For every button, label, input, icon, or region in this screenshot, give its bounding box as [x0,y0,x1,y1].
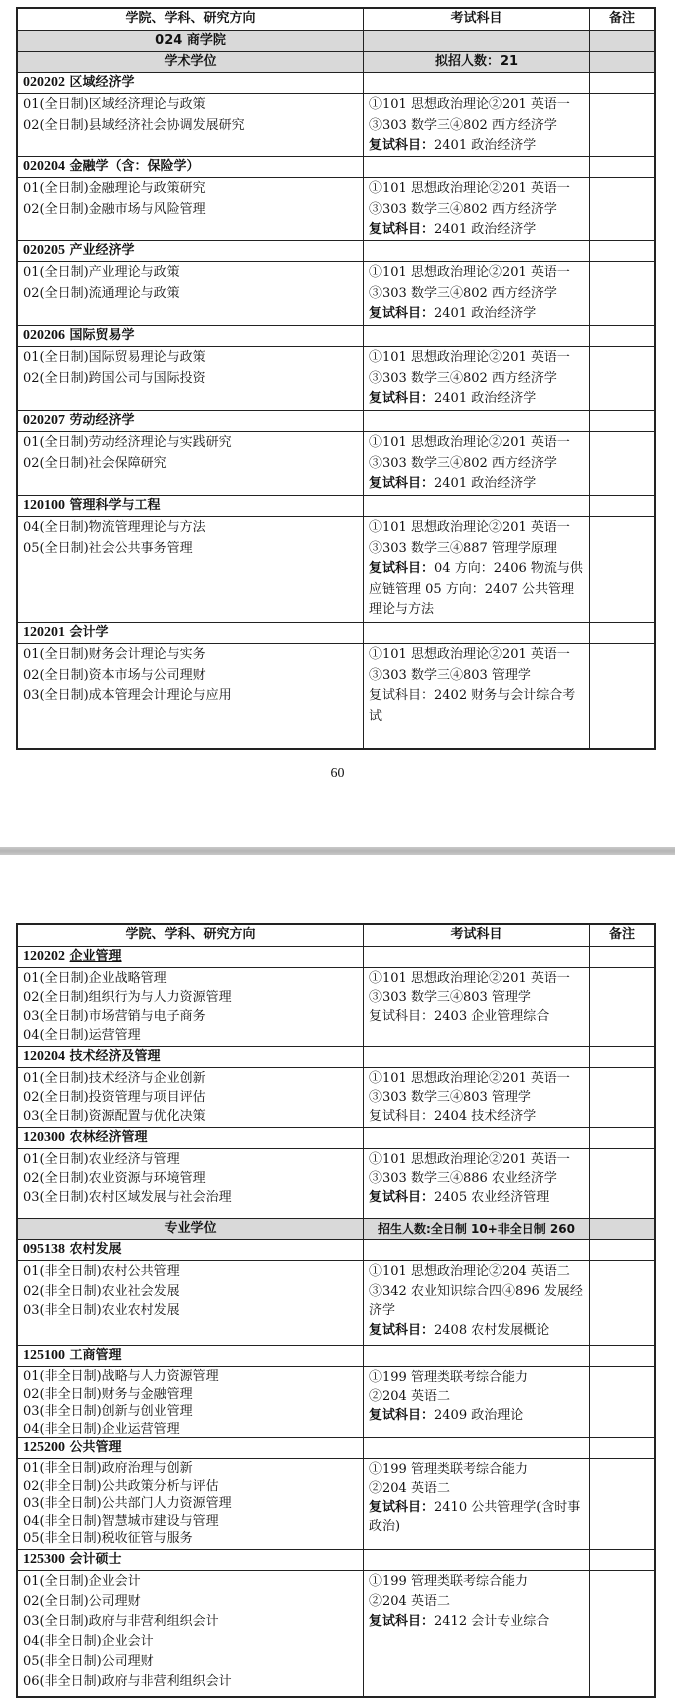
retest-line [369,304,584,325]
subject-name: 金融学（含：保险学） [69,159,200,174]
direction-item: 04(非全日制)智慧城市建设与管理 [23,1513,219,1529]
subject-detail-row [18,346,654,410]
school-row [18,30,654,51]
direction-item: 03(全日制)政府与非营利组织会计 [23,1614,219,1629]
direction-item: 05(非全日制)公司理财 [23,1654,154,1669]
direction-item: 03(非全日制)农业农村发展 [23,1303,180,1318]
directions-list [18,1459,364,1549]
direction-item: 01(全日制)企业会计 [23,1574,141,1589]
subject-code: 120100 [23,498,65,513]
header-col-direction: 学院、学科、研究方向 [18,9,364,30]
remarks-cell [590,1571,654,1696]
directions-list [18,1367,364,1437]
exam-subjects [364,262,590,325]
direction-item: 02(非全日制)公共政策分析与评估 [23,1478,219,1494]
retest-value: 2409 政治理论 [434,1408,524,1423]
directions-list [18,178,364,240]
exam-line: ③303 数学三④887 管理学原理 [369,540,557,556]
retest-line [369,686,584,727]
subject-row [18,1239,654,1260]
remarks-cell [590,517,654,622]
direction-item: 01(全日制)企业战略管理 [23,971,167,986]
exam-line: ③303 数学三④803 管理学 [369,667,531,683]
subject-row [18,72,654,93]
subject-row [18,1549,654,1570]
admissions-table-page-1 [16,7,656,750]
exam-line: ①101 思想政治理论②201 英语一 [369,265,570,280]
subject-row [18,1046,654,1067]
direction-item: 03(非全日制)创新与创业管理 [23,1404,193,1419]
subject-detail-row [18,1067,654,1127]
page-1 [0,0,675,847]
retest-label: 复试科目： [369,306,435,321]
exam-subjects [364,644,590,748]
retest-value: 2401 政治经济学 [434,138,537,153]
page-2 [0,855,675,1702]
retest-value: 2401 政治经济学 [434,306,537,321]
subject-row [18,240,654,261]
retest-label: 复试科目： [369,222,435,237]
exam-subjects [364,347,590,410]
subject-row [18,1437,654,1458]
subject-name: 企业管理 [69,949,122,964]
retest-line [369,1107,584,1126]
subject-code: 020206 [23,328,65,343]
subject-code: 125100 [23,1348,65,1363]
direction-item: 04(全日制)物流管理理论与方法 [23,520,206,535]
direction-item: 02(全日制)流通理论与政策 [23,285,180,301]
remarks-cell [590,1149,654,1218]
exam-subjects [364,432,590,495]
direction-item: 01(全日制)区域经济理论与政策 [23,97,206,112]
subject-row [18,156,654,177]
retest-label: 复试科目： [369,1614,435,1629]
subject-name: 管理科学与工程 [69,498,161,513]
exam-subjects [364,178,590,240]
retest-line [369,220,584,241]
directions-list [18,94,364,156]
remarks-cell [590,968,654,1046]
subject-row [18,622,654,643]
direction-item: 02(全日制)公司理财 [23,1594,141,1609]
exam-subjects [364,1261,590,1345]
direction-item: 02(全日制)组织行为与人力资源管理 [23,990,232,1005]
retest-line [369,389,584,410]
subject-name: 农村发展 [69,1242,122,1257]
retest-label: 复试科目： [369,138,435,153]
directions-list [18,1571,364,1696]
retest-line [369,1498,584,1536]
direction-item: 01(全日制)金融理论与政策研究 [23,181,206,196]
direction-item: 02(全日制)跨国公司与国际投资 [23,370,206,386]
retest-line [369,1007,584,1026]
subject-name: 区域经济学 [69,75,135,90]
subject-detail-row [18,643,654,748]
remarks-cell [590,347,654,410]
retest-label: 复试科目： [369,1109,435,1124]
direction-item: 03(全日制)资源配置与优化决策 [23,1109,206,1124]
professional-degree-row [18,1218,654,1239]
exam-subjects [364,94,590,156]
table-header-row [18,9,654,30]
subject-detail-row [18,516,654,622]
subject-name: 会计学 [69,625,109,640]
exam-line: ③303 数学三④802 西方经济学 [369,285,557,301]
exam-line: ③303 数学三④802 西方经济学 [369,117,557,133]
exam-line: ③303 数学三④803 管理学 [369,1090,531,1105]
direction-item: 02(全日制)县域经济社会协调发展研究 [23,117,245,133]
exam-line: ①101 思想政治理论②204 英语二 [369,1264,570,1279]
subject-detail-row [18,93,654,156]
retest-label: 复试科目： [369,1500,435,1515]
exam-subjects [364,1459,590,1549]
direction-item: 01(非全日制)战略与人力资源管理 [23,1369,219,1384]
exam-line: ①101 思想政治理论②201 英语一 [369,181,570,196]
exam-line: ①101 思想政治理论②201 英语一 [369,435,570,450]
directions-list [18,644,364,748]
subject-name: 产业经济学 [69,243,135,258]
direction-item: 01(全日制)国际贸易理论与政策 [23,350,206,365]
exam-subjects [364,1571,590,1696]
subject-row [18,495,654,516]
academic-quota: 拟招人数：21 [364,52,590,72]
exam-subjects [364,1367,590,1437]
direction-item: 02(全日制)社会保障研究 [23,455,167,471]
exam-line: ②204 英语二 [369,1389,450,1404]
subject-code: 120202 [23,949,65,964]
retest-value: 2404 技术经济学 [434,1109,537,1124]
retest-label: 复试科目： [369,561,435,576]
retest-line [369,136,584,157]
subject-code: 020207 [23,413,65,428]
exam-line: ①101 思想政治理论②201 英语一 [369,97,570,112]
retest-label: 复试科目： [369,391,435,406]
exam-subjects [364,517,590,622]
retest-label: 复试科目： [369,1408,435,1423]
direction-item: 01(非全日制)政府治理与创新 [23,1461,193,1476]
retest-line [369,474,584,495]
school-name: 024 商学院 [18,31,364,51]
exam-line: ②204 英语二 [369,1481,450,1496]
retest-line [369,1321,584,1341]
exam-line: ①199 管理类联考综合能力 [369,1462,528,1477]
direction-item: 02(全日制)金融市场与风险管理 [23,201,206,217]
header-col-remarks: 备注 [608,927,635,942]
subject-name: 国际贸易学 [69,328,135,343]
subject-detail-row [18,1366,654,1437]
remarks-cell [590,644,654,748]
direction-item: 03(全日制)市场营销与电子商务 [23,1009,206,1024]
retest-value: 2408 农村发展概论 [434,1322,550,1338]
subject-code: 095138 [23,1242,65,1257]
retest-value: 2410 公共管理学(含时事政治) [369,1500,581,1534]
retest-line [369,559,584,621]
remarks-cell [590,262,654,325]
direction-item: 03(全日制)农村区域发展与社会治理 [23,1190,232,1205]
exam-subjects [364,1149,590,1218]
subject-row [18,325,654,346]
professional-degree-label: 专业学位 [18,1219,364,1239]
table-header-row [18,925,654,946]
subject-detail-row [18,261,654,325]
remarks-cell [590,178,654,240]
retest-label: 复试科目： [369,476,435,491]
subject-detail-row [18,1570,654,1696]
direction-item: 01(全日制)产业理论与政策 [23,265,180,280]
direction-item: 03(非全日制)公共部门人力资源管理 [23,1496,232,1511]
direction-item: 06(非全日制)政府与非营利组织会计 [23,1674,232,1689]
academic-degree-row [18,51,654,72]
header-col-remarks: 备注 [608,11,635,26]
exam-line: ①199 管理类联考综合能力 [369,1370,528,1385]
remarks-cell [590,94,654,156]
remarks-cell [590,1367,654,1437]
directions-list [18,517,364,622]
subject-code: 125200 [23,1440,65,1455]
exam-line: ③303 数学三④802 西方经济学 [369,370,557,386]
retest-line [369,1188,584,1207]
subject-name: 工商管理 [69,1348,122,1363]
retest-label: 复试科目： [369,1190,435,1205]
retest-value: 04 方向：2406 物流与供应链管理 05 方向：2407 公共管理理论与方法 [369,561,583,617]
exam-line: ①101 思想政治理论②201 英语一 [369,971,570,986]
retest-value: 2403 企业管理综合 [434,1009,550,1024]
exam-subjects [364,968,590,1046]
subject-code: 120300 [23,1130,65,1145]
exam-line: ①101 思想政治理论②201 英语一 [369,520,570,535]
direction-item: 01(全日制)财务会计理论与实务 [23,647,206,662]
page-number: 60 [330,766,345,781]
subject-name: 农林经济管理 [69,1130,148,1145]
exam-line: ①101 思想政治理论②201 英语一 [369,1152,570,1167]
direction-item: 04(全日制)运营管理 [23,1028,141,1043]
subject-code: 120201 [23,625,65,640]
exam-subjects [364,1068,590,1127]
remarks-cell [590,1459,654,1549]
subject-code: 125300 [23,1552,65,1567]
subject-row [18,1127,654,1148]
subject-detail-row [18,177,654,240]
header-col-exam: 考试科目 [364,9,590,30]
retest-value: 2405 农业经济管理 [434,1190,550,1205]
subject-name: 技术经济及管理 [69,1049,161,1064]
direction-item: 02(全日制)农业资源与环境管理 [23,1171,206,1186]
exam-line: ③303 数学三④802 西方经济学 [369,201,557,217]
subject-code: 020204 [23,159,65,174]
remarks-cell [590,432,654,495]
direction-item: 01(全日制)农业经济与管理 [23,1152,180,1167]
subject-row [18,410,654,431]
retest-value: 2402 财务与会计综合考试 [369,688,576,724]
header-col-exam: 考试科目 [364,925,590,946]
exam-line: ①101 思想政治理论②201 英语一 [369,647,570,662]
subject-name: 会计硕士 [69,1552,122,1567]
direction-item: 04(非全日制)企业会计 [23,1634,154,1649]
professional-quota: 招生人数:全日制 10+非全日制 260 [364,1219,590,1239]
retest-label: 复试科目： [369,1322,435,1338]
direction-item: 01(全日制)技术经济与企业创新 [23,1071,206,1086]
exam-line: ③303 数学三④802 西方经济学 [369,455,557,471]
direction-item: 02(全日制)投资管理与项目评估 [23,1090,206,1105]
retest-label: 复试科目： [369,688,435,703]
page-separator [0,847,675,855]
directions-list [18,968,364,1046]
exam-line: ③303 数学三④803 管理学 [369,990,531,1005]
direction-item: 05(全日制)社会公共事务管理 [23,540,193,556]
subject-row [18,1345,654,1366]
subject-code: 020202 [23,75,65,90]
exam-line: ①199 管理类联考综合能力 [369,1574,528,1589]
exam-line: ③303 数学三④886 农业经济学 [369,1171,557,1186]
retest-value: 2401 政治经济学 [434,476,537,491]
direction-item: 02(非全日制)农业社会发展 [23,1283,180,1299]
direction-item: 03(全日制)成本管理会计理论与应用 [23,688,232,703]
admissions-table-page-2 [16,923,656,1698]
direction-item: 02(全日制)资本市场与公司理财 [23,667,206,683]
exam-line: ①101 思想政治理论②201 英语一 [369,350,570,365]
subject-detail-row [18,1260,654,1345]
subject-detail-row [18,1458,654,1549]
subject-detail-row [18,967,654,1046]
directions-list [18,262,364,325]
exam-line: ③342 农业知识综合四④896 发展经济学 [369,1283,583,1318]
direction-item: 01(全日制)劳动经济理论与实践研究 [23,435,232,450]
academic-degree-label: 学术学位 [18,52,364,72]
retest-line [369,1406,584,1425]
subject-row [18,946,654,967]
direction-item: 05(非全日制)税收征管与服务 [23,1531,193,1546]
directions-list [18,1149,364,1218]
exam-line: ①101 思想政治理论②201 英语一 [369,1071,570,1086]
remarks-cell [590,1068,654,1127]
exam-line: ②204 英语二 [369,1594,450,1609]
header-col-direction: 学院、学科、研究方向 [18,925,364,946]
retest-label: 复试科目： [369,1009,435,1024]
directions-list [18,1068,364,1127]
subject-code: 020205 [23,243,65,258]
retest-value: 2401 政治经济学 [434,222,537,237]
retest-value: 2412 会计专业综合 [434,1614,550,1629]
directions-list [18,432,364,495]
retest-line [369,1612,584,1632]
directions-list [18,1261,364,1345]
direction-item: 02(非全日制)财务与金融管理 [23,1386,193,1402]
subject-detail-row [18,431,654,495]
subject-name: 劳动经济学 [69,413,135,428]
retest-value: 2401 政治经济学 [434,391,537,406]
direction-item: 04(非全日制)企业运营管理 [23,1421,180,1437]
subject-detail-row [18,1148,654,1218]
subject-code: 120204 [23,1049,65,1064]
remarks-cell [590,1261,654,1345]
directions-list [18,347,364,410]
direction-item: 01(非全日制)农村公共管理 [23,1264,180,1279]
subject-name: 公共管理 [69,1440,122,1455]
